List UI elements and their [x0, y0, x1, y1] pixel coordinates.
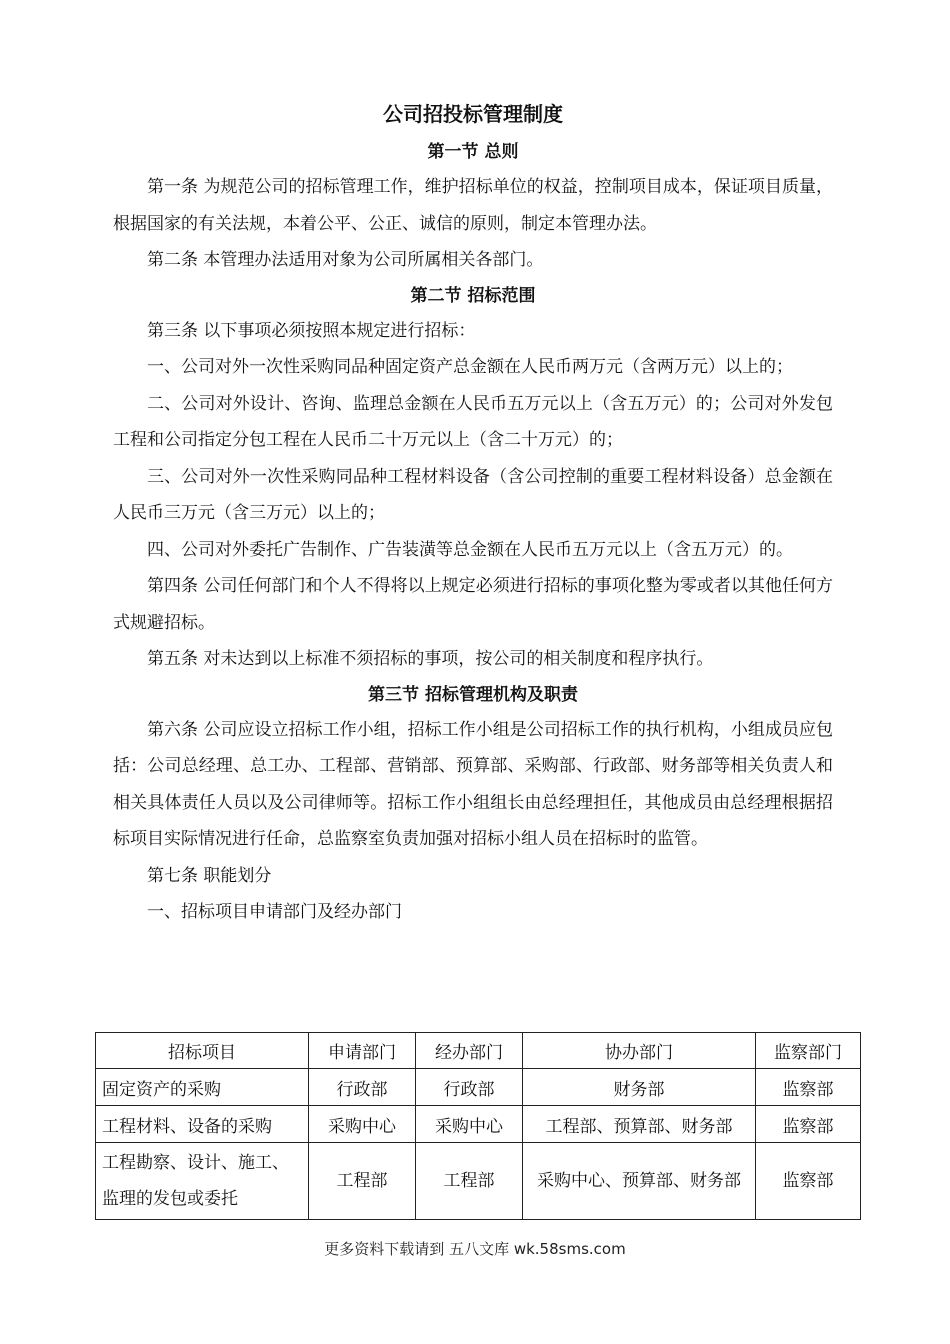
table-header-cell: 经办部门	[416, 1033, 523, 1069]
article-7: 第七条 职能划分	[147, 865, 272, 886]
subsection-label: 一、招标项目申请部门及经办部门	[147, 902, 402, 922]
table-cell: 监察部	[756, 1143, 861, 1220]
table-cell: 行政部	[309, 1069, 416, 1106]
table-cell: 固定资产的采购	[96, 1069, 309, 1106]
department-table	[95, 1032, 861, 1220]
table-cell: 采购中心、预算部、财务部	[523, 1143, 756, 1220]
table-cell: 采购中心	[416, 1106, 523, 1143]
table-header-cell: 申请部门	[309, 1033, 416, 1069]
clause-item-3: 三、公司对外一次性采购同品种工程材料设备（含公司控制的重要工程材料设备）总金额在人民币三万元（含三万元）以上的；	[113, 466, 833, 523]
clause-item-2: 二、公司对外设计、咨询、监理总金额在人民币五万元以上（含五万元）的；公司对外发包工程和公司指定分包工程在人民币二十万元以上（含二十万元）的；	[113, 393, 833, 450]
section-heading-2: 第二节 招标范围	[410, 285, 536, 306]
table-cell: 工程勘察、设计、施工、监理的发包或委托	[96, 1143, 309, 1220]
article-4: 第四条 公司任何部门和个人不得将以上规定必须进行招标的事项化整为零或者以其他任何方式规避招标。	[113, 576, 833, 633]
clause-item-1: 一、公司对外一次性采购同品种固定资产总金额在人民币两万元（含两万元）以上的；	[147, 357, 793, 377]
document-body	[113, 98, 833, 931]
table-cell: 财务部	[523, 1069, 756, 1106]
footer-note: 更多资料下载请到 五八文库 wk.58sms.com	[324, 1240, 626, 1258]
clause-item-4: 四、公司对外委托广告制作、广告装潢等总金额在人民币五万元以上（含五万元）的。	[147, 539, 793, 560]
table-cell: 采购中心	[309, 1106, 416, 1143]
section-heading-3: 第三节 招标管理机构及职责	[368, 684, 578, 705]
table-cell: 工程部	[416, 1143, 523, 1220]
table-cell: 工程部	[309, 1143, 416, 1220]
table-header-row	[96, 1033, 861, 1069]
article-5: 第五条 对未达到以上标准不须招标的事项，按公司的相关制度和程序执行。	[147, 649, 714, 669]
document-title: 公司招投标管理制度	[383, 102, 563, 126]
table-cell: 监察部	[756, 1069, 861, 1106]
table-cell: 监察部	[756, 1106, 861, 1143]
table-header-cell: 监察部门	[756, 1033, 861, 1069]
article-2: 第二条 本管理办法适用对象为公司所属相关各部门。	[147, 250, 544, 270]
section-heading-1: 第一节 总则	[427, 142, 519, 162]
table-header-cell: 招标项目	[96, 1033, 309, 1069]
table-header-cell: 协办部门	[523, 1033, 756, 1069]
table-row	[96, 1106, 861, 1143]
table-cell: 工程部、预算部、财务部	[523, 1106, 756, 1143]
table-row	[96, 1069, 861, 1106]
table-row	[96, 1143, 861, 1220]
article-6: 第六条 公司应设立招标工作小组，招标工作小组是公司招标工作的执行机构，小组成员应包括：公司总经理、总工办、工程部、营销部、预算部、采购部、行政部、财务部等相关负责人和相关具体责任人员以及公司律师等。招标工作小组组长由总经理担任，其他成员由总经理根据招标项目实际情况进行任命，总监察室负责加强对招标小组人员在招标时的监管。	[113, 719, 833, 849]
table-cell: 行政部	[416, 1069, 523, 1106]
article-3: 第三条 以下事项必须按照本规定进行招标：	[147, 320, 476, 341]
table-cell: 工程材料、设备的采购	[96, 1106, 309, 1143]
article-1: 第一条 为规范公司的招标管理工作，维护招标单位的权益，控制项目成本，保证项目质量，根据国家的有关法规，本着公平、公正、诚信的原则，制定本管理办法。	[113, 177, 833, 234]
